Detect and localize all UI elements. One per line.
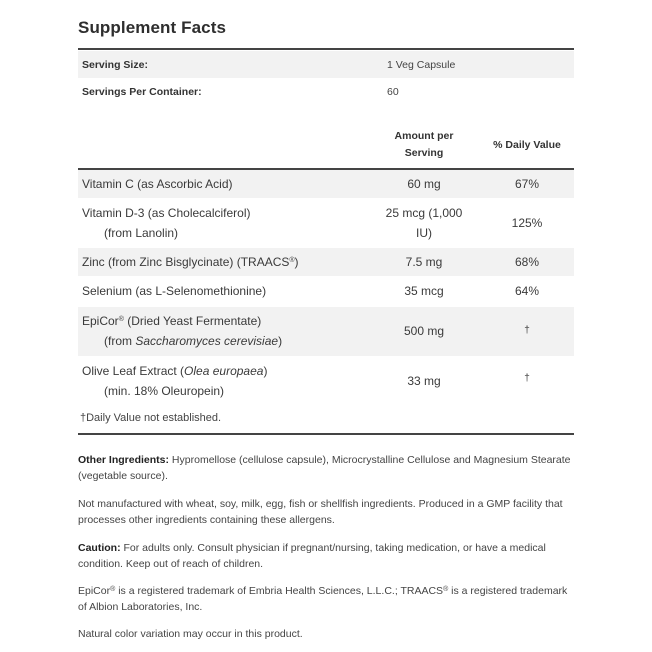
- nutrient-name-text: EpiCor: [82, 314, 119, 328]
- serving-size-row: [78, 51, 574, 78]
- other-ingredients-label: Other Ingredients:: [78, 454, 170, 466]
- scientific-name: Olea europaea: [184, 364, 264, 378]
- trademark-text: is a registered trademark of Albion Laboratories, Inc.: [78, 585, 568, 613]
- servings-per-container-value: 60: [387, 86, 399, 98]
- daily-value-footnote: †Daily Value not established.: [80, 412, 222, 424]
- nutrient-daily-value: 68%: [514, 255, 540, 269]
- caution-label: Caution:: [78, 542, 121, 554]
- nutrient-name: [82, 361, 267, 401]
- nutrient-row: [78, 276, 574, 307]
- nutrient-row: [78, 248, 574, 276]
- registered-mark: ®: [289, 257, 295, 264]
- allergen-note: Not manufactured with wheat, soy, milk, egg, fish or shellfish ingredients. Produced in a GMP facility that processes other ingredients containing these allergens.: [78, 498, 563, 526]
- nutrient-daily-value: †: [524, 325, 530, 336]
- nutrient-name-text: Zinc (from Zinc Bisglycinate) (TRAACS: [82, 255, 290, 269]
- other-ingredients: [78, 452, 574, 484]
- nutrient-name: [82, 311, 282, 351]
- nutrient-amount: 35 mcg: [404, 284, 444, 298]
- nutrient-row: [78, 356, 574, 406]
- amount-header-line1: Amount per: [394, 130, 454, 142]
- nutrient-name: Vitamin C (as Ascorbic Acid): [82, 177, 233, 191]
- serving-size-value: 1 Veg Capsule: [387, 59, 456, 71]
- nutrient-amount: 500 mg: [403, 324, 445, 338]
- nutrient-amount-line1: 25 mcg (1,000: [385, 206, 463, 220]
- trademark-note: [78, 583, 574, 615]
- nutrient-amount: 33 mg: [407, 374, 441, 388]
- color-variation-note: Natural color variation may occur in this product.: [78, 628, 303, 640]
- nutrient-name-line2: (min. 18% Oleuropein): [104, 384, 225, 398]
- nutrient-name-line1: Vitamin D-3 (as Cholecalciferol): [82, 206, 251, 220]
- nutrient-name-text: (Dried Yeast Fermentate): [123, 314, 262, 328]
- daily-value-header: % Daily Value: [493, 139, 561, 151]
- amount-header-line2: Serving: [404, 147, 444, 159]
- top-rule: [78, 48, 574, 50]
- nutrient-name-line2: (from Lanolin): [104, 226, 179, 240]
- registered-mark: ®: [110, 586, 116, 593]
- trademark-text: EpiCor: [78, 585, 111, 597]
- amount-per-serving-header: [368, 128, 480, 162]
- nutrient-name-text: ): [294, 255, 299, 269]
- nutrient-daily-value: 64%: [514, 284, 540, 298]
- nutrient-row: [78, 307, 574, 356]
- caution-text: For adults only. Consult physician if pregnant/nursing, taking medication, or have a medical condition. Keep out of reach of children.: [78, 542, 546, 570]
- nutrient-name-text: Olive Leaf Extract (: [82, 364, 185, 378]
- registered-mark: ®: [118, 316, 124, 323]
- nutrient-amount: [368, 203, 480, 243]
- supplement-facts-title: Supplement Facts: [78, 18, 227, 37]
- nutrient-row: [78, 170, 574, 198]
- nutrient-name: [82, 203, 251, 243]
- nutrient-name: [82, 252, 299, 272]
- nutrient-row: [78, 198, 574, 248]
- servings-per-container-row: [78, 78, 574, 105]
- registered-mark: ®: [443, 586, 449, 593]
- caution: [78, 540, 574, 572]
- nutrient-daily-value: †: [524, 373, 530, 384]
- scientific-name: Saccharomyces cerevisiae: [135, 334, 279, 348]
- nutrient-amount: 7.5 mg: [405, 255, 443, 269]
- bottom-rule: [78, 433, 574, 435]
- nutrient-amount-line2: IU): [416, 226, 432, 240]
- other-ingredients-text: Hypromellose (cellulose capsule), Microcrystalline Cellulose and Magnesium Stearate (vegetable source).: [78, 454, 571, 482]
- nutrient-name-text: ): [278, 334, 283, 348]
- nutrient-daily-value: 125%: [511, 216, 543, 230]
- nutrient-amount: 60 mg: [407, 177, 441, 191]
- trademark-text: is a registered trademark of Embria Health Sciences, L.L.C.; TRAACS: [115, 585, 444, 597]
- nutrient-daily-value: 67%: [514, 177, 540, 191]
- nutrient-name-text: ): [263, 364, 268, 378]
- serving-size-label: Serving Size:: [82, 59, 148, 71]
- nutrient-name-text: (from: [104, 334, 136, 348]
- nutrient-name: Selenium (as L-Selenomethionine): [82, 284, 267, 298]
- servings-per-container-label: Servings Per Container:: [82, 86, 202, 98]
